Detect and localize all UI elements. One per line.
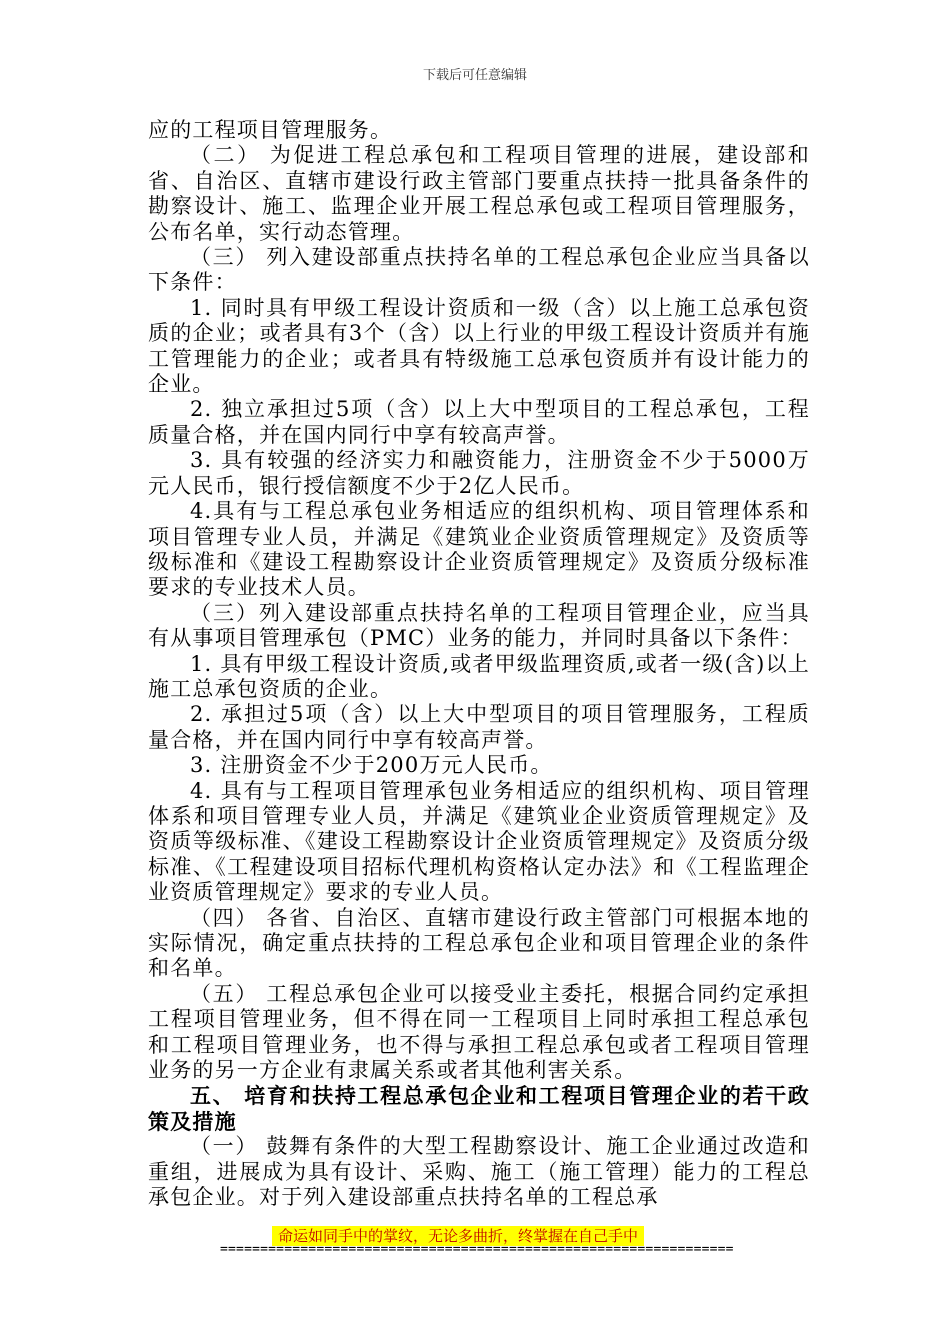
list-item: 1. 具有甲级工程设计资质,或者甲级监理资质,或者一级(含)以上施工总承包资质的企业。 xyxy=(148,651,810,701)
page-header: 下载后可任意编辑 xyxy=(422,68,527,83)
document-body xyxy=(148,118,810,1210)
paragraph: （一） 鼓舞有条件的大型工程勘察设计、施工企业通过改造和重组，进展成为具有设计、采购、施工（施工管理）能力的工程总承包企业。对于列入建设部重点扶持名单的工程总承 xyxy=(148,1134,810,1210)
paragraph: （四） 各省、自治区、直辖市建设行政主管部门可根据本地的实际情况，确定重点扶持的工程总承包企业和项目管理企业的条件和名单。 xyxy=(148,905,810,981)
paragraph: （五） 工程总承包企业可以接受业主委托，根据合同约定承担工程项目管理业务，但不得在同一工程项目上同时承担工程总承包和工程项目管理业务，也不得与承担工程总承包或者工程项目管理业务的另一方企业有隶属关系或者其他利害关系。 xyxy=(148,981,810,1083)
list-item: 1. 同时具有甲级工程设计资质和一级（含）以上施工总承包资质的企业；或者具有3个（含）以上行业的甲级工程设计资质并有施工管理能力的企业；或者具有特级施工总承包资质并有设计能力的企业。 xyxy=(148,295,810,397)
paragraph: （三） 列入建设部重点扶持名单的工程总承包企业应当具备以下条件： xyxy=(148,245,810,295)
list-item: 2. 承担过5项（含）以上大中型项目的项目管理服务，工程质量合格，并在国内同行中享有较高声誉。 xyxy=(148,702,810,752)
list-item: 3. 具有较强的经济实力和融资能力，注册资金不少于5000万元人民币，银行授信额度不少于2亿人民币。 xyxy=(148,448,810,498)
list-item: 4.具有与工程总承包业务相适应的组织机构、项目管理体系和项目管理专业人员，并满足《建筑业企业资质管理规定》及资质等级标准和《建设工程勘察设计企业资质管理规定》及资质分级标准要求的专业技术人员。 xyxy=(148,499,810,600)
paragraph: 应的工程项目管理服务。 xyxy=(148,118,393,142)
section-heading: 五、 培育和扶持工程总承包企业和工程项目管理企业的若干政策及措施 xyxy=(148,1083,810,1134)
list-item: 2. 独立承担过5项（含）以上大中型项目的工程总承包，工程质量合格，并在国内同行中享有较高声誉。 xyxy=(148,397,810,447)
list-item: 4. 具有与工程项目管理承包业务相适应的组织机构、项目管理体系和项目管理专业人员，并满足《建筑业企业资质管理规定》及资质等级标准、《建设工程勘察设计企业资质管理规定》及资质分级标准、《工程建设项目招标代理机构资格认定办法》和《工程监理企业资质管理规定》要求的专业人员。 xyxy=(148,778,810,905)
footer-rule: ================================================================ xyxy=(220,1242,734,1257)
list-item: 3. 注册资金不少于200万元人民币。 xyxy=(190,753,553,778)
footer-banner: 命运如同手中的掌纹，无论多曲折，终掌握在自己手中 xyxy=(272,1226,644,1246)
paragraph: （二） 为促进工程总承包和工程项目管理的进展，建设部和省、自治区、直辖市建设行政主管部门要重点扶持一批具备条件的勘察设计、施工、监理企业开展工程总承包或工程项目管理服务，公布名单，实行动态管理。 xyxy=(148,143,810,244)
paragraph: （三）列入建设部重点扶持名单的工程项目管理企业，应当具有从事项目管理承包（PMC）业务的能力，并同时具备以下条件： xyxy=(148,600,810,651)
